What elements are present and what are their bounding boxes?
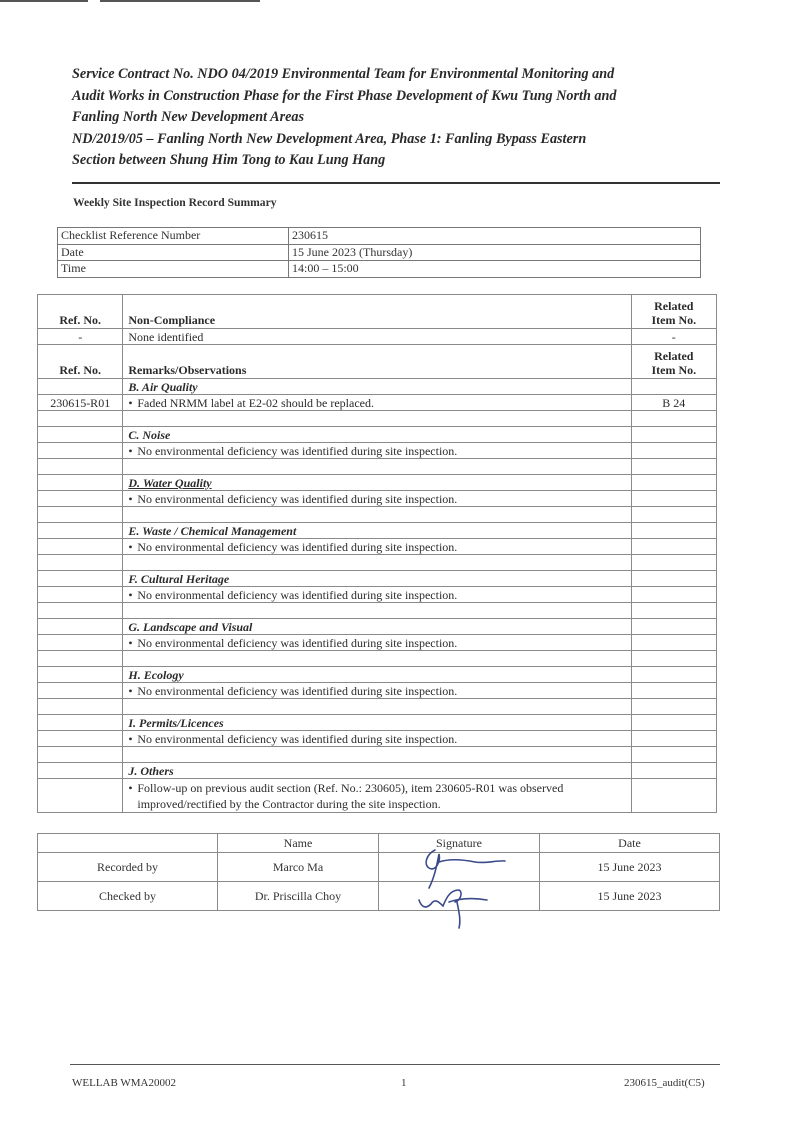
section-title-row (38, 523, 717, 539)
spacer-row (38, 411, 717, 427)
col-ref-header: Ref. No. (38, 345, 123, 379)
signoff-name: Dr. Priscilla Choy (218, 882, 379, 911)
remark-text-content: No environmental deficiency was identified during site inspection. (137, 587, 458, 602)
col-signature-header: Signature (379, 834, 540, 853)
section-title-row (38, 427, 717, 443)
bullet-icon: • (128, 539, 133, 554)
remark-row (38, 635, 717, 651)
section-title: J. Others (123, 763, 631, 779)
scan-edge (0, 0, 794, 4)
signoff-date: 15 June 2023 (540, 853, 720, 882)
item-no-label: Item No. (651, 313, 697, 327)
header-line: Fanling North New Development Areas (72, 109, 305, 125)
reference-label: Date (58, 244, 289, 261)
section-title: E. Waste / Chemical Management (123, 523, 631, 539)
col-name-header: Name (218, 834, 379, 853)
page-number: 1 (401, 1077, 407, 1089)
signature-recorded (426, 850, 505, 888)
remark-row (38, 731, 717, 747)
section-title-row (38, 571, 717, 587)
section-title: H. Ecology (123, 667, 631, 683)
bullet-icon: • (128, 395, 133, 410)
section-title: C. Noise (123, 427, 631, 443)
ref-cell: - (38, 329, 123, 345)
signoff-row (38, 853, 720, 882)
remark-row (38, 539, 717, 555)
signoff-date: 15 June 2023 (540, 882, 720, 911)
reference-label: Time (58, 261, 289, 278)
section-title: G. Landscape and Visual (123, 619, 631, 635)
remark-text-content: No environmental deficiency was identified during site inspection. (137, 731, 458, 746)
remark-text (123, 731, 631, 747)
remark-row (38, 443, 717, 459)
header-line: Audit Works in Construction Phase for the First Phase Development of Kwu Tung North and (72, 87, 617, 104)
remark-row (38, 491, 717, 507)
section-title-row (38, 619, 717, 635)
reference-label: Checklist Reference Number (58, 228, 289, 245)
section-title-row (38, 667, 717, 683)
section-title: I. Permits/Licences (123, 715, 631, 731)
document-header (72, 64, 720, 172)
spacer-row (38, 651, 717, 667)
bullet-icon: • (128, 443, 133, 458)
remark-text-content: Faded NRMM label at E2-02 should be replaced. (137, 395, 374, 410)
reference-table (57, 227, 701, 278)
col-related-header (631, 345, 716, 379)
col-related-header (631, 295, 716, 329)
section-title: F. Cultural Heritage (123, 571, 631, 587)
remark-text-content: improved/rectified by the Contractor during the site inspection. (137, 797, 441, 811)
remark-text (123, 587, 631, 603)
related-label: Related (654, 349, 694, 363)
handwritten-signatures (405, 840, 515, 932)
footer-left: WELLAB WMA20002 (72, 1077, 176, 1089)
signoff-table (37, 833, 720, 911)
signoff-name: Marco Ma (218, 853, 379, 882)
footer-divider (70, 1064, 720, 1065)
bullet-icon: • (128, 731, 133, 746)
signoff-role: Checked by (38, 882, 218, 911)
reference-value: 14:00 – 15:00 (289, 261, 701, 278)
signoff-row (38, 882, 720, 911)
header-line: Section between Shung Him Tong to Kau Lung Hang (72, 152, 386, 168)
remark-text-content: No environmental deficiency was identified during site inspection. (137, 491, 458, 506)
remark-text (123, 683, 631, 699)
remark-text-content: No environmental deficiency was identified during site inspection. (137, 443, 458, 458)
spacer-row (38, 555, 717, 571)
signoff-role: Recorded by (38, 853, 218, 882)
noncompliance-header (38, 295, 717, 329)
section-title-row (38, 763, 717, 779)
remark-text (123, 395, 631, 411)
remark-text (123, 635, 631, 651)
bullet-icon: • (128, 781, 133, 795)
signoff-header (38, 834, 720, 853)
header-divider (72, 182, 720, 184)
col-ref-header: Ref. No. (38, 295, 123, 329)
noncompliance-row (38, 329, 717, 345)
bullet-icon: • (128, 683, 133, 698)
col-date-header: Date (540, 834, 720, 853)
remark-row (38, 779, 717, 813)
section-title-row (38, 715, 717, 731)
related-cell: - (631, 329, 716, 345)
reference-value: 15 June 2023 (Thursday) (289, 244, 701, 261)
reference-row (58, 244, 701, 261)
section-title-row (38, 475, 717, 491)
remark-text (123, 443, 631, 459)
spacer-row (38, 603, 717, 619)
item-no-label: Item No. (651, 363, 697, 377)
signature-checked (419, 890, 487, 928)
section-title: B. Air Quality (123, 379, 631, 395)
bullet-icon: • (128, 491, 133, 506)
document-subtitle: Weekly Site Inspection Record Summary (73, 196, 277, 209)
remark-row (38, 683, 717, 699)
header-line: ND/2019/05 – Fanling North New Development Area, Phase 1: Fanling Bypass Eastern (72, 130, 587, 147)
reference-value: 230615 (289, 228, 701, 245)
remark-text (123, 779, 631, 813)
remark-text-content: No environmental deficiency was identified during site inspection. (137, 539, 458, 554)
remark-text (123, 539, 631, 555)
remarks-header (38, 345, 717, 379)
section-title-row (38, 379, 717, 395)
section-title: D. Water Quality (123, 475, 631, 491)
header-line: Service Contract No. NDO 04/2019 Environmental Team for Environmental Monitoring and (72, 66, 615, 82)
remark-row (38, 395, 717, 411)
related-label: Related (654, 299, 694, 313)
spacer-row (38, 507, 717, 523)
reference-row (58, 261, 701, 278)
remark-text-content: Follow-up on previous audit section (Ref. No.: 230605), item 230605-R01 was observed (137, 781, 564, 795)
col-noncompliance-header: Non-Compliance (123, 295, 631, 329)
footer-right: 230615_audit(C5) (624, 1077, 705, 1089)
noncompliance-text: None identified (123, 329, 631, 345)
remark-text-content: No environmental deficiency was identified during site inspection. (137, 635, 458, 650)
bullet-icon: • (128, 635, 133, 650)
remark-row (38, 587, 717, 603)
spacer-row (38, 459, 717, 475)
ref-cell: 230615-R01 (38, 395, 123, 411)
inspection-table (37, 294, 717, 813)
reference-row (58, 228, 701, 245)
related-cell: B 24 (631, 395, 716, 411)
spacer-row (38, 699, 717, 715)
spacer-row (38, 747, 717, 763)
remark-text-content: No environmental deficiency was identified during site inspection. (137, 683, 458, 698)
bullet-icon: • (128, 587, 133, 602)
col-remarks-header: Remarks/Observations (123, 345, 631, 379)
remark-text (123, 491, 631, 507)
